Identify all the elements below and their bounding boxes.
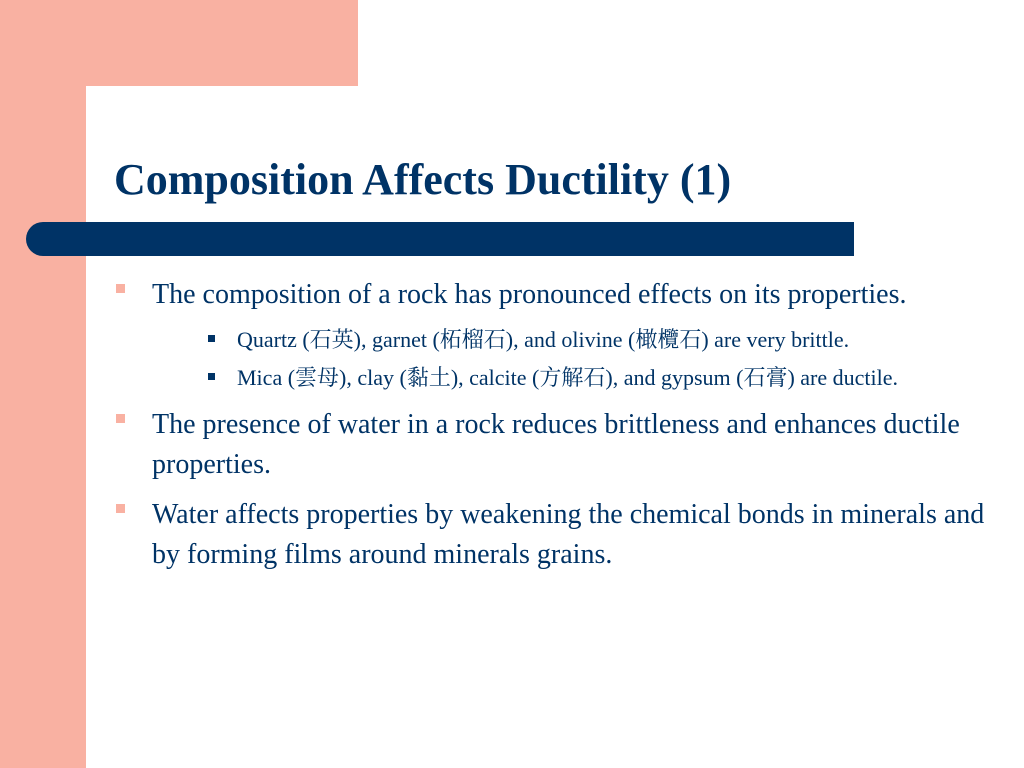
sub-bullet-text: Mica (雲母), clay (黏土), calcite (方解石), and gypsum (石膏) are ductile.	[237, 365, 899, 390]
salmon-top-band	[0, 0, 358, 86]
sub-bullet-item	[152, 323, 1002, 357]
square-bullet-icon	[116, 414, 125, 423]
bullet-text: Water affects properties by weakening the chemical bonds in minerals and by forming films around minerals grains.	[152, 499, 985, 570]
square-bullet-icon	[116, 504, 125, 513]
title-underline-bar	[26, 222, 854, 256]
sub-bullet-text: Quartz (石英), garnet (柘榴石), and olivine (橄欖石) are very brittle.	[237, 327, 850, 352]
square-sub-bullet-icon	[208, 373, 215, 380]
bullet-item	[112, 275, 1002, 395]
sub-bullet-list	[152, 323, 1002, 395]
bullet-list	[112, 275, 1002, 585]
bullet-text: The presence of water in a rock reduces brittleness and enhances ductile properties.	[152, 409, 960, 480]
square-bullet-icon	[116, 284, 125, 293]
bullet-item	[112, 405, 1002, 485]
salmon-side-band	[0, 0, 86, 768]
sub-bullet-item	[152, 361, 1002, 395]
bullet-text: The composition of a rock has pronounced effects on its properties.	[152, 279, 907, 310]
bullet-item	[112, 495, 1002, 575]
square-sub-bullet-icon	[208, 335, 215, 342]
slide-title: Composition Affects Ductility (1)	[114, 155, 732, 204]
